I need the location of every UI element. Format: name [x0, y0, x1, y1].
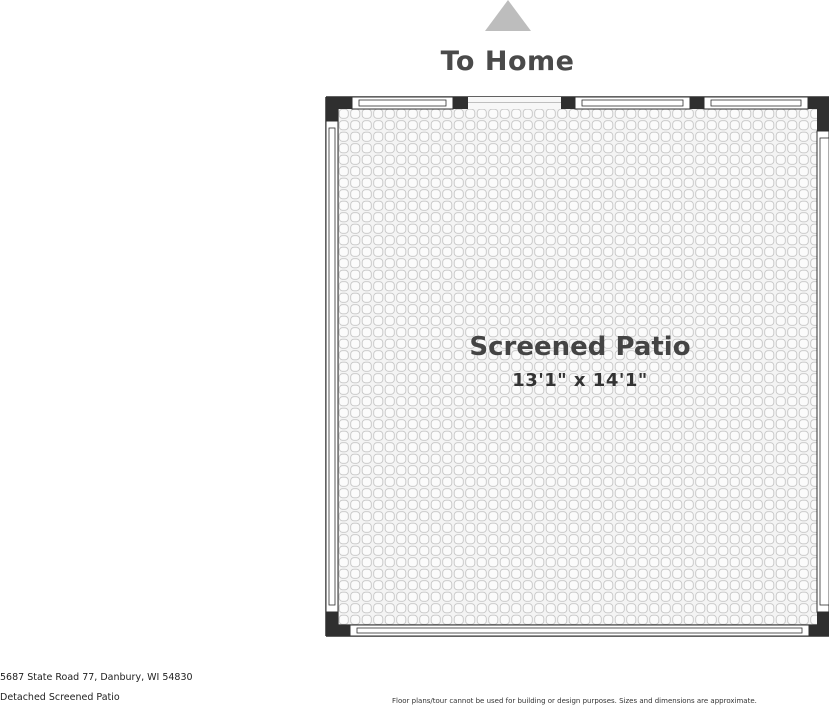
- room-name: Screened Patio: [469, 332, 691, 362]
- right-wall: [817, 97, 829, 636]
- plan-title: Detached Screened Patio: [0, 692, 120, 703]
- direction-label: To Home: [440, 46, 575, 77]
- bottom-wall: [326, 625, 829, 636]
- left-wall: [326, 97, 338, 636]
- disclaimer: Floor plans/tour cannot be used for building or design purposes. Sizes and dimensions are approximate.: [392, 697, 757, 705]
- room-dimensions: 13'1" x 14'1": [512, 370, 648, 391]
- property-address: 5687 State Road 77, Danbury, WI 54830: [0, 672, 193, 683]
- patio-floor: [338, 108, 829, 625]
- up-triangle-icon: [485, 0, 531, 31]
- top-wall: [326, 97, 829, 109]
